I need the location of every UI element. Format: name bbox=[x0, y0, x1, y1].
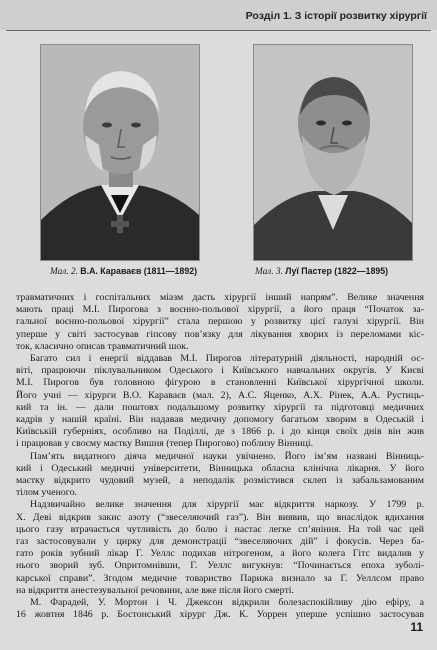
header-rule bbox=[6, 30, 431, 31]
text-line: віті, працюючи піклувальником Одеського і Київського навчальних округів. У Києві bbox=[16, 365, 424, 377]
text-line: кий і Одеський медичні університети, Вінницька обласна клінічна лікарня. У його bbox=[16, 462, 424, 474]
text-line: травматичних і госпітальних міазм дасть хірургії інший напрям”. Велике значення bbox=[16, 292, 424, 303]
portrait-pasteur-photo bbox=[253, 44, 413, 261]
body-text bbox=[16, 292, 424, 621]
text-line: мають праці М.І. Пирогова з воєнно-польової хірургії, а його праця “Початок за- bbox=[16, 304, 424, 316]
figure-person-name: Луї Пастер bbox=[285, 266, 332, 276]
text-line: маєтку відкрито чудовий музей, а неподалік розмістився склеп із забальзамованим bbox=[16, 475, 424, 487]
text-line: 16 жовтня 1846 р. Бостонський хірург Дж. К. Уоррен уперше успішно застосував bbox=[16, 609, 424, 621]
section-title: Розділ 1. З історії розвитку хірургії bbox=[245, 10, 427, 22]
page-number: 11 bbox=[410, 620, 423, 634]
figure-person-years: (1811—1892) bbox=[143, 266, 198, 276]
text-line: Його учні — хірурги В.О. Караваєв (мал. 2), А.С. Яценко, А.Х. Рінек, А.А. Рустиць- bbox=[16, 389, 424, 401]
text-line: ток, класично описав травматичний шок. bbox=[16, 340, 189, 352]
text-line: Пам’ять видатного діяча медичної науки увічнено. Його ім’ям названі Вінниць- bbox=[30, 450, 424, 462]
text-line: гальної воєнно-польової хірургії” стала першою у розвитку цієї галузі хірургії. Він bbox=[16, 316, 424, 328]
text-line: уперше у світі застосував гіпсову пов’язку для лікування хворих із переломами кіс- bbox=[16, 328, 424, 340]
text-line: газ застосовували у цирку для демонстрації “звеселяючих дій” і фокусів. Через ба- bbox=[16, 536, 424, 548]
text-line: Київській губерніях, особливо на Поділлі, де з 1866 р. і до кінця своїх днів він жив bbox=[16, 426, 424, 438]
text-line: нього зворий зуб. Опритомнівши, Г. Уеллс вигукнув: “Починається епоха зуболі- bbox=[16, 560, 424, 572]
text-line: кадрів у нашій країні. Він надавав медичну допомогу багатьом хворим в Одеській і bbox=[16, 414, 424, 426]
text-line: М.І. Пирогов був головною фігурою в становленні Київської хірургічної школи. bbox=[16, 377, 424, 389]
text-line: гато років зубний лікар Г. Уеллс подихав нітрогеном, а його колега Гітс видалив у bbox=[16, 548, 424, 560]
text-line: М. Фарадей, У. Мортон і Ч. Джексон відкрили болезаспокійливу дію ефіру, а bbox=[30, 597, 424, 609]
figure-person-years: (1822—1895) bbox=[334, 266, 389, 276]
text-line: і працював у своєму маєтку Вишня (тепер Пирогово) поблизу Вінниці. bbox=[16, 438, 314, 450]
text-line: Багато сил і енергії віддавав М.І. Пирогов літературній діяльності, народній ос- bbox=[30, 353, 424, 365]
portrait-karavaev-photo bbox=[40, 44, 200, 261]
figure-person-name: В.А. Караваєв bbox=[80, 266, 142, 276]
text-line: цього газу втрачається чутливість до болю і настає легке сп’яніння. На той час цей bbox=[16, 523, 424, 535]
text-line: Надзвичайно велике значення для хірургії має відкриття наркозу. У 1799 р. bbox=[30, 499, 424, 511]
text-line: карської справи”. Згодом медичне товариство Парижа визнало за Г. Уеллсом право bbox=[16, 572, 424, 584]
text-line: на відкриття анестезувальної речовини, але вже після його смерті. bbox=[16, 584, 294, 596]
text-line: тілом ученого. bbox=[16, 487, 77, 499]
text-line: кий та ін. — дали поштовх подальшому розвитку хірургії та підготовці медичних bbox=[16, 401, 424, 413]
figure-number: Мал. 3. bbox=[255, 267, 283, 277]
figure-number: Мал. 2. bbox=[50, 267, 78, 277]
text-line: Х. Деві відкрив закис азоту (“звеселяючий газ”). Він виявив, що внаслідок вдихання bbox=[16, 511, 424, 523]
figure-caption-left bbox=[50, 266, 225, 277]
figure-caption-right bbox=[255, 266, 430, 277]
